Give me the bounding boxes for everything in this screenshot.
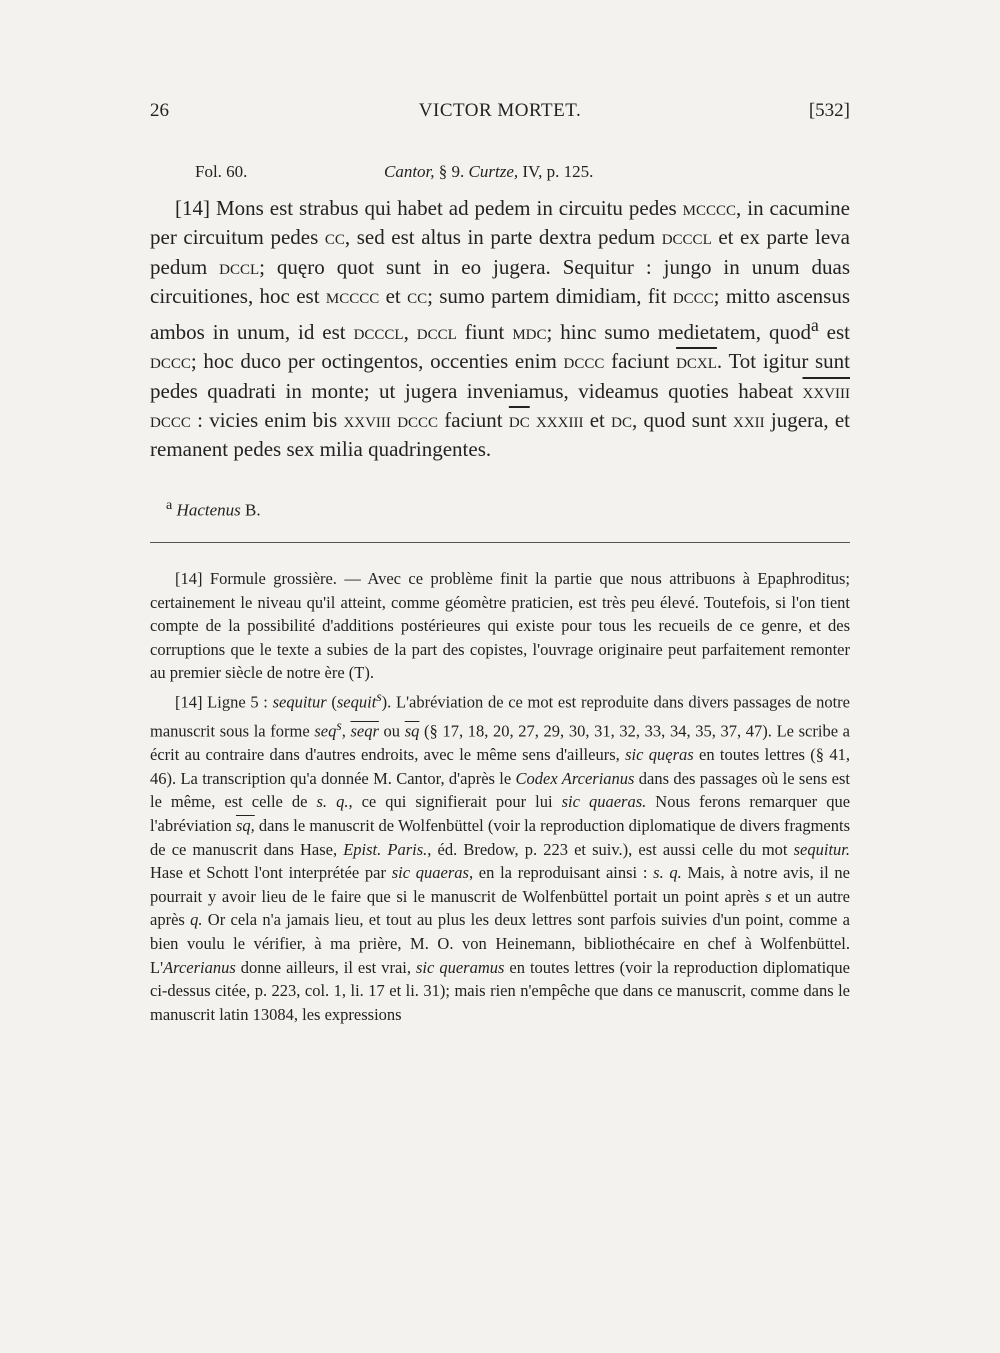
- text-run: , sed est altus in parte dextra pedum: [344, 225, 662, 250]
- text-run: Hase et Schott l'ont interprétée par: [150, 863, 392, 883]
- text-run: . Tot igitur sunt pedes quadrati in monte; ut jugera inveniamus, videamus quoties habeat: [150, 349, 850, 403]
- text-run: seqr: [350, 721, 379, 741]
- text-run: s. q.: [316, 792, 349, 812]
- footnote: [166, 497, 261, 521]
- latin-paragraph: [150, 194, 850, 465]
- text-run: sq,: [235, 815, 255, 835]
- text-run: q.: [190, 910, 203, 930]
- text-run: Or cela n'a jamais lieu, et tout au plus les deux lettres sont parfois suivies d'un point, comme a bien voulu le vérifier, à ma prière, M. O. von Heinemann, bibliothécaire en chef à Wolfenbüttel. L': [150, 910, 850, 977]
- text-run: faciunt: [604, 349, 677, 374]
- text-run: s: [765, 886, 772, 906]
- text-run: Epist. Paris.: [343, 839, 428, 859]
- text-run: dans des passages où le sens est le même, est celle de: [150, 768, 850, 812]
- footnote-source: B.: [245, 500, 261, 520]
- text-run: sic quaeras: [391, 863, 469, 883]
- numeral: cc: [407, 283, 428, 308]
- text-run: (§ 17, 18, 20, 27, 29, 30, 31, 32, 33, 34, 35, 37, 47). Le scribe a écrit au contraire dans d'autres endroits, avec le même sens d'ailleurs,: [150, 721, 851, 765]
- numeral: dccc: [150, 408, 191, 433]
- text-run: sic quaeras.: [561, 792, 647, 812]
- text-run: sequitur: [272, 692, 327, 712]
- text-run: sequitur.: [793, 839, 850, 859]
- numeral: xxviii: [802, 378, 850, 403]
- numeral: mcccc: [682, 196, 737, 220]
- text-run: ; quęro quot sunt in eo jugera. Sequitur : jungo in unum duas circuitiones, hoc est: [150, 254, 851, 308]
- text-run: , éd. Bredow, p. 223 et suiv.), est aussi celle du mot: [427, 839, 794, 859]
- text-run: fiunt: [456, 320, 513, 345]
- numeral: dccl: [219, 254, 260, 279]
- text-run: ). L'abréviation de ce mot est reproduite dans divers passages de notre manuscrit sous la forme: [150, 692, 850, 741]
- text-run: [14] Mons est strabus qui habet ad pedem in circuitu pedes: [175, 196, 683, 220]
- text-run: et: [583, 408, 612, 433]
- text-run: et ex parte leva pedum: [150, 225, 850, 279]
- text-run: ; sumo partem dimidiam, fit: [427, 283, 673, 308]
- numeral: dcccl: [353, 320, 404, 345]
- numeral: $\overline{dc}$: [508, 408, 530, 433]
- text-run: Arcerianus: [163, 957, 236, 977]
- text-run: jugera, et remanent pedes sex milia quadringentes.: [150, 408, 851, 462]
- text-run: ; mitto ascensus ambos in unum, id est: [150, 283, 850, 345]
- text-run: ,: [341, 721, 351, 741]
- text-run: (: [326, 692, 337, 712]
- text-run: Codex Arcerianus: [515, 768, 635, 788]
- numeral: xxviii: [343, 408, 391, 433]
- page-number: 26: [150, 100, 169, 121]
- source-refs: [384, 162, 593, 182]
- text-run: : vicies enim bis: [190, 408, 344, 433]
- text-run: ; hinc sumo medietatem, quod: [546, 320, 811, 345]
- numeral: dccc: [672, 283, 714, 308]
- running-head: [150, 100, 850, 130]
- text-run: , in cacumine per circuitum pedes: [150, 196, 850, 250]
- text-run: en toutes lettres (voir la reproduction diplomatique ci-dessus citée, p. 223, col. 1, li. 17 et li. 31); mais rien n'empêche que dans ce manuscrit, comme dans le manuscrit latin 13084, les expressions: [150, 957, 850, 1024]
- text-run: Nous ferons remarquer que l'abréviation: [150, 792, 851, 835]
- footnote-mark: a: [810, 315, 819, 336]
- text-run: et un autre après: [150, 886, 851, 930]
- text-run: s: [376, 688, 382, 704]
- text-run: faciunt: [438, 408, 509, 433]
- text-run: donne ailleurs, il est vrai,: [235, 957, 417, 977]
- text-run: est: [818, 320, 850, 345]
- text-run: , ce qui signifierait pour lui: [348, 792, 562, 812]
- bracket-page-ref: [532]: [808, 100, 850, 121]
- text-run: dans le manuscrit de Wolfenbüttel (voir la reproduction diplomatique de divers fragments de ce manuscrit dans Hase,: [150, 815, 851, 859]
- running-title: VICTOR MORTET.: [418, 100, 582, 121]
- text-run: ,: [403, 320, 417, 345]
- numeral: dccl: [416, 320, 457, 345]
- commentary: [150, 567, 850, 1026]
- numeral: mcccc: [325, 283, 380, 308]
- latin-text: [150, 194, 850, 465]
- numeral: dc: [611, 408, 632, 433]
- numeral: cc: [324, 225, 345, 250]
- numeral: mdc: [512, 320, 547, 345]
- text-run: s. q.: [653, 863, 682, 883]
- numeral: dccc: [563, 349, 605, 374]
- text-run: sequit: [336, 692, 377, 712]
- numeral: xxii: [732, 408, 765, 433]
- numeral: xxxiii: [535, 408, 584, 433]
- numeral: dccc: [150, 349, 191, 374]
- cantor-section: § 9.: [438, 162, 465, 181]
- text-run: seq: [314, 721, 337, 741]
- numeral: dcccl: [661, 225, 712, 250]
- commentary-paragraph-2: [150, 685, 850, 1026]
- cantor-label: Cantor,: [384, 162, 435, 181]
- footnote-mark: a: [166, 497, 173, 513]
- numeral: dccc: [397, 408, 439, 433]
- curtze-location: IV, p. 125.: [522, 162, 594, 181]
- numeral: dcxl: [676, 349, 717, 374]
- text-run: , en la reproduisant ainsi :: [468, 863, 654, 883]
- text-run: ; hoc duco per octingentos, occenties enim: [190, 349, 564, 374]
- text-run: Mais, à notre avis, il ne pourrait y avoir lieu de le faire que si le manuscrit de Wolfenbüttel portait un point après: [150, 863, 850, 906]
- footnote-text: Hactenus: [176, 500, 241, 520]
- text-run: et: [379, 283, 408, 308]
- folio-ref: Fol. 60.: [195, 162, 248, 181]
- text-run: sic quęras: [625, 745, 694, 765]
- commentary-paragraph-1: [14] Formule grossière. — Avec ce problème finit la partie que nous attribuons à Epaphroditus; certainement le niveau qu'il atteint, comme géomètre praticien, est très peu élevé. Toutefois, si l'on tient compte de la possibilité d'additions postérieures qui existe pour tous les recueils de ce genre, et des corruptions que le texte a subies de la part des copistes, l'ouvrage originaire peut parfaitement remonter au premier siècle de notre ère (T).: [150, 569, 850, 683]
- text-run: [14] Ligne 5 :: [175, 692, 273, 712]
- text-run: s: [336, 718, 342, 734]
- text-run: en toutes lettres (§ 41, 46). La transcription qu'a donnée M. Cantor, d'après le: [150, 745, 851, 788]
- text-run: ou: [378, 721, 405, 741]
- text-run: $\overline{sq}$: [404, 721, 420, 741]
- text-run: , quod sunt: [631, 408, 733, 433]
- separator-rule: [150, 542, 850, 543]
- curtze-label: Curtze,: [468, 162, 519, 181]
- text-run: sic queramus: [416, 957, 505, 977]
